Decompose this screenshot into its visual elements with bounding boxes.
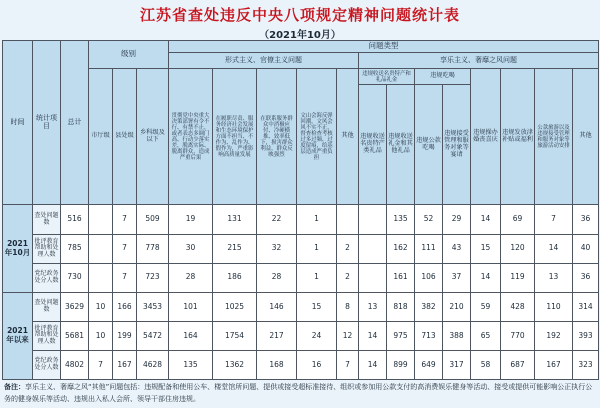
table-cell: 52 (415, 205, 443, 234)
table-cell (359, 234, 387, 263)
header-hedonism-allowance: 违规发放津补贴或福利 (501, 69, 535, 205)
table-cell: 2 (337, 263, 359, 292)
header-formalism: 形式主义、官僚主义问题 (169, 53, 359, 69)
header-hedonism-gifts-specialty: 违规收送名贵特产类礼品 (359, 85, 387, 205)
table-cell: 30 (169, 234, 213, 263)
table-cell: 36 (573, 263, 599, 292)
table-cell: 37 (443, 263, 471, 292)
table-cell: 24 (297, 321, 337, 350)
table-cell (89, 263, 113, 292)
header-hedonism: 享乐主义、奢靡之风问题 (359, 53, 599, 69)
table-cell: 36 (573, 205, 599, 234)
table-cell: 314 (573, 292, 599, 321)
table-cell: 10 (89, 321, 113, 350)
table-cell: 43 (443, 234, 471, 263)
table-cell (337, 205, 359, 234)
table-cell: 509 (137, 205, 169, 234)
header-formalism-3: 在联系服务群众中消极应付、冷硬横推、效率低下，损害群众利益，群众反映强烈 (257, 69, 297, 205)
table-cell: 778 (137, 234, 169, 263)
table-cell: 713 (415, 321, 443, 350)
table-cell: 15 (471, 234, 501, 263)
table-cell: 135 (169, 350, 213, 379)
table-cell: 167 (535, 350, 573, 379)
table-cell: 393 (573, 321, 599, 350)
table-row (3, 205, 599, 234)
table-cell (89, 205, 113, 234)
table-cell: 7 (89, 350, 113, 379)
table-cell: 19 (169, 205, 213, 234)
footnote (4, 381, 596, 405)
table-cell: 7 (113, 234, 137, 263)
table-cell: 687 (501, 350, 535, 379)
table-cell: 135 (387, 205, 415, 234)
table-cell (359, 263, 387, 292)
header-hedonism-dining-banquet: 违规接受管理和服务对象等宴请 (443, 85, 471, 205)
footnote-label: 备注： (4, 383, 25, 391)
table-cell: 8 (337, 292, 359, 321)
table-cell: 65 (471, 321, 501, 350)
table-cell: 14 (471, 263, 501, 292)
header-level-township: 乡科级及以下 (137, 69, 169, 205)
table-row (3, 263, 599, 292)
page-subtitle: （2021年10月） (259, 30, 341, 41)
table-cell: 210 (443, 292, 471, 321)
table-cell: 5681 (61, 321, 89, 350)
table-cell: 101 (169, 292, 213, 321)
header-level: 级别 (89, 41, 169, 69)
table-cell: 215 (213, 234, 257, 263)
table-cell: 5472 (137, 321, 169, 350)
table-cell: 59 (471, 292, 501, 321)
table-cell: 14 (359, 350, 387, 379)
table-cell: 58 (471, 350, 501, 379)
table-cell: 2 (337, 234, 359, 263)
table-body (3, 205, 599, 380)
metric-label: 查处问题数 (33, 205, 61, 234)
table-cell: 16 (297, 350, 337, 379)
table-cell: 1025 (213, 292, 257, 321)
table-cell: 119 (501, 263, 535, 292)
table-cell: 40 (573, 234, 599, 263)
header-hedonism-gifts-cash: 违规收送礼金和其他礼品 (387, 85, 415, 205)
table-cell: 317 (443, 350, 471, 379)
header-hedonism-travel: 公款旅游以及违规接受管理和服务对象等旅游活动安排 (535, 69, 573, 205)
metric-label: 党纪政务处分人数 (33, 350, 61, 379)
table-cell: 164 (169, 321, 213, 350)
table-cell: 161 (387, 263, 415, 292)
table-cell: 323 (573, 350, 599, 379)
table-cell: 770 (501, 321, 535, 350)
table-cell: 1 (297, 234, 337, 263)
table-cell: 4628 (137, 350, 169, 379)
header-formalism-2: 在履职尽责、服务经济社会发展和生态环境保护方面不担当、不作为、乱作为、假作为，严重影响高质量发展 (213, 69, 257, 205)
table-cell: 29 (443, 205, 471, 234)
table-cell: 723 (137, 263, 169, 292)
table-cell: 3629 (61, 292, 89, 321)
table-cell: 785 (61, 234, 89, 263)
table-cell: 186 (213, 263, 257, 292)
table-cell (89, 234, 113, 263)
table-cell: 14 (471, 205, 501, 234)
header-formalism-4: 文山会海反弹回潮，文风会风不实不正，督查检查考核过多过频、过度留痕，给基层造成严重负担 (297, 69, 337, 205)
table-cell: 146 (257, 292, 297, 321)
table-cell: 32 (257, 234, 297, 263)
table-cell: 168 (257, 350, 297, 379)
table-cell: 649 (415, 350, 443, 379)
table-cell: 899 (387, 350, 415, 379)
table-row (3, 234, 599, 263)
header-level-city: 市厅级 (89, 69, 113, 205)
metric-label: 批评教育帮助和处理人数 (33, 234, 61, 263)
table-cell: 22 (257, 205, 297, 234)
table-cell: 120 (501, 234, 535, 263)
table-cell: 428 (501, 292, 535, 321)
table-cell: 516 (61, 205, 89, 234)
metric-label: 查处问题数 (33, 292, 61, 321)
table-cell: 382 (415, 292, 443, 321)
table-cell: 217 (257, 321, 297, 350)
table-cell: 13 (359, 292, 387, 321)
table-cell: 7 (113, 263, 137, 292)
header-formalism-other: 其他 (337, 69, 359, 205)
header-time: 时间 (3, 41, 33, 205)
metric-label: 批评教育帮助和处理人数 (33, 321, 61, 350)
table-cell: 12 (337, 321, 359, 350)
statistics-table (2, 40, 599, 380)
table-cell: 13 (535, 263, 573, 292)
table-cell: 166 (113, 292, 137, 321)
table-row (3, 292, 599, 321)
table-cell: 69 (501, 205, 535, 234)
table-cell: 167 (113, 350, 137, 379)
header-hedonism-dining-public: 违规公款吃喝 (415, 85, 443, 205)
table-cell: 14 (359, 321, 387, 350)
table-cell: 28 (257, 263, 297, 292)
table-cell: 199 (113, 321, 137, 350)
table-cell: 1362 (213, 350, 257, 379)
table-cell: 818 (387, 292, 415, 321)
metric-label: 党纪政务处分人数 (33, 263, 61, 292)
table-cell (359, 205, 387, 234)
table-cell: 3453 (137, 292, 169, 321)
table-cell: 162 (387, 234, 415, 263)
page-title: 江苏省查处违反中央八项规定精神问题统计表 (139, 6, 460, 24)
header-hedonism-other: 其他 (573, 69, 599, 205)
header-metric: 统计项目 (33, 41, 61, 205)
table-cell: 131 (213, 205, 257, 234)
table-cell: 10 (89, 292, 113, 321)
table-cell: 7 (535, 205, 573, 234)
table-cell: 28 (169, 263, 213, 292)
table-cell: 1 (297, 263, 337, 292)
table-cell: 192 (535, 321, 573, 350)
table-cell: 110 (535, 292, 573, 321)
table-cell: 4802 (61, 350, 89, 379)
header-level-county: 县处级 (113, 69, 137, 205)
table-row (3, 321, 599, 350)
footnote-text: 享乐主义、奢靡之风“其他”问题包括：违规配备和使用公车、楼堂馆所问题、提供或接受超标准接待、组织或参加用公款支付的高消费娱乐健身等活动、接受或提供可能影响公正执行公务的健身娱乐等活动、违规出入私人会所、领导干部住房违规。 (4, 383, 593, 403)
header-hedonism-ceremony: 违规操办婚丧喜庆 (471, 69, 501, 205)
header-total: 总计 (61, 41, 89, 205)
table-cell: 7 (113, 205, 137, 234)
period-label: 2021年以来 (3, 292, 33, 379)
header-formalism-1: 贯彻党中央重大决策部署有令不行、有禁不止，或者表态多调门高、行动少落实差，脱离实际、脱离群众，造成严重后果 (169, 69, 213, 205)
header-hedonism-gifts: 违规收送名贵特产和礼品礼金 (359, 69, 415, 85)
table-row (3, 350, 599, 379)
table-cell: 1 (297, 205, 337, 234)
table-cell: 975 (387, 321, 415, 350)
table-cell: 7 (337, 350, 359, 379)
table-cell: 111 (415, 234, 443, 263)
table-cell: 15 (297, 292, 337, 321)
header-problem-type: 问题类型 (169, 41, 599, 53)
table-cell: 14 (535, 234, 573, 263)
table-cell: 1754 (213, 321, 257, 350)
table-cell: 388 (443, 321, 471, 350)
table-cell: 730 (61, 263, 89, 292)
header-hedonism-dining: 违规吃喝 (415, 69, 471, 85)
period-label: 2021年10月 (3, 205, 33, 292)
table-cell: 106 (415, 263, 443, 292)
